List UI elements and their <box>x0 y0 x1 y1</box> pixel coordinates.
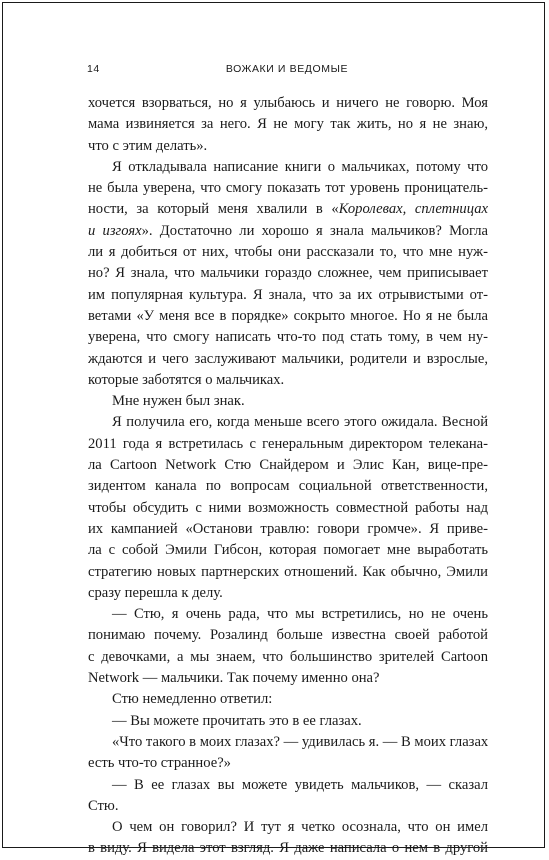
text-line: 2011 года я встретилась с генеральным директором телекана- <box>88 435 488 452</box>
text-line: мама извиняется за него. Я не могу так жить, но я не знаю, <box>88 116 488 133</box>
text-line: ли я добиться от них, чтобы они рассказали то, что мне нуж- <box>88 244 488 261</box>
running-head <box>87 63 487 79</box>
text-line: — В ее глазах вы можете увидеть мальчиков, — сказал <box>112 776 488 793</box>
text-line: зидентом канала по вопросам социальной ответственности, <box>88 478 488 495</box>
text-line: понимаю почему. Розалинд больше известна своей работой <box>88 627 488 644</box>
text-line: есть что-то странное?» <box>88 755 231 772</box>
text-line: их кампанией «Останови травлю: говори громче». Я приве- <box>88 520 488 537</box>
text-line: но? Я знала, что мальчики гораздо сложнее, чем приписывает <box>88 265 488 282</box>
text-line: в виду. Я видела этот взгляд. Я даже написала о нем в другой <box>88 840 488 857</box>
text-line: что с этим делать». <box>88 137 208 154</box>
text-line: — Вы можете прочитать это в ее глазах. <box>112 712 362 729</box>
text-line: ла с собой Эмили Гибсон, которая помогает мне выработать <box>88 542 488 559</box>
text-line: Network — мальчики. Так почему именно она? <box>88 670 380 687</box>
text-line: — Стю, я очень рада, что мы встретились, но не очень <box>112 606 488 623</box>
text-line: ждаются и чего заслуживают мальчики, родители и взрослые, <box>88 350 488 367</box>
text-line: чтобы обсудить с ними возможность совместной работы над <box>88 499 488 516</box>
text-line: Стю. <box>88 797 119 814</box>
text-line: Я получила его, когда меньше всего этого ожидала. Весной <box>112 414 488 431</box>
body-text <box>88 93 488 860</box>
text-line: ности, за который меня хвалили в «Королевах, сплетницах <box>88 201 488 218</box>
text-line: ла Cartoon Network Стю Снайдером и Элис Кан, вице-пре- <box>88 457 488 474</box>
text-line: Стю немедленно ответил: <box>112 691 273 708</box>
page-number: 14 <box>87 63 100 75</box>
text-line: стратегию новых партнерских отношений. Как обычно, Эмили <box>88 563 488 580</box>
text-line: уверена, что смогу написать что-то под стать тому, в чем ну- <box>88 329 488 346</box>
text-line: сразу перешла к делу. <box>88 584 223 601</box>
text-line: Мне нужен был знак. <box>112 393 245 410</box>
text-line: которые заботятся о мальчиках. <box>88 371 285 388</box>
text-line: «Что такого в моих глазах? — удивилась я. — В моих глазах <box>112 733 488 750</box>
running-title: ВОЖАКИ И ВЕДОМЫЕ <box>225 63 349 75</box>
text-line: им популярная культура. Я знала, что за их отрывистыми от- <box>88 286 488 303</box>
text-line: не была уверена, что смогу показать тот уровень проницатель- <box>88 180 488 197</box>
text-line: хочется взорваться, но я улыбаюсь и ничего не говорю. Моя <box>88 95 488 111</box>
text-line: и изгоях». Достаточно ли хорошо я знала мальчиков? Могла <box>88 222 488 239</box>
text-line: Я откладывала написание книги о мальчиках, потому что <box>112 158 488 175</box>
text-line: с девочками, а мы знаем, что большинство зрителей Cartoon <box>88 648 488 665</box>
text-line: ветами «У меня все в порядке» сокрыто многое. Но я не была <box>88 307 488 324</box>
text-line: О чем он говорил? И тут я четко осознала, что он имел <box>112 819 488 836</box>
